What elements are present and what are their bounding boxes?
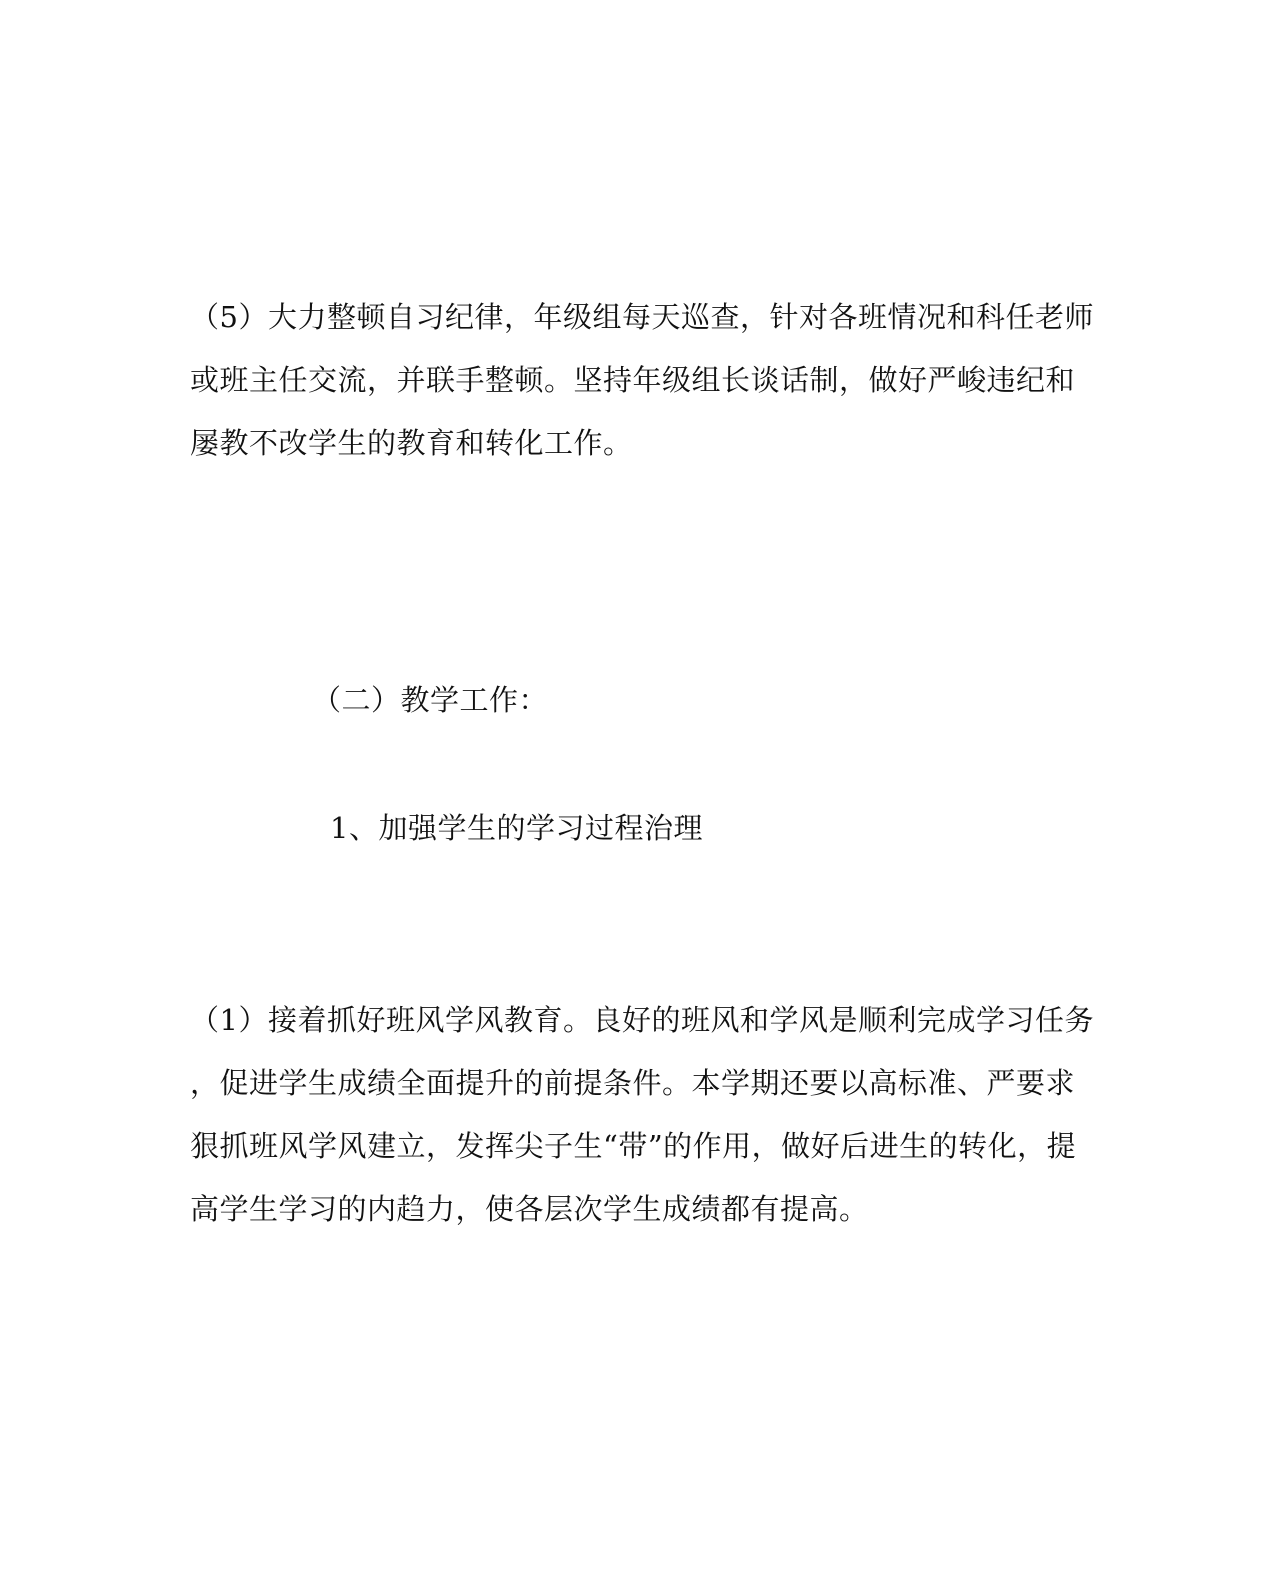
paragraph-5-line-3: 屡教不改学生的教育和转化工作。	[190, 426, 633, 460]
section-heading-teaching: （二）教学工作：	[312, 683, 549, 717]
paragraph-1-line-3: 狠抓班风学风建立，发挥尖子生“带”的作用，做好后进生的转化，提	[190, 1129, 1077, 1163]
paragraph-5-line-2: 或班主任交流，并联手整顿。坚持年级组长谈话制，做好严峻违纪和	[190, 363, 1076, 397]
paragraph-1-line-1: （1）接着抓好班风学风教育。良好的班风和学风是顺利完成学习任务	[190, 1003, 1094, 1037]
paragraph-1-line-2: ，促进学生成绩全面提升的前提条件。本学期还要以高标准、严要求	[190, 1066, 1076, 1100]
subsection-heading-1: 1、加强学生的学习过程治理	[330, 811, 703, 845]
paragraph-5-line-1: （5）大力整顿自习纪律，年级组每天巡查，针对各班情况和科任老师	[190, 300, 1094, 334]
paragraph-1-line-4: 高学生学习的内趋力，使各层次学生成绩都有提高。	[190, 1192, 869, 1226]
